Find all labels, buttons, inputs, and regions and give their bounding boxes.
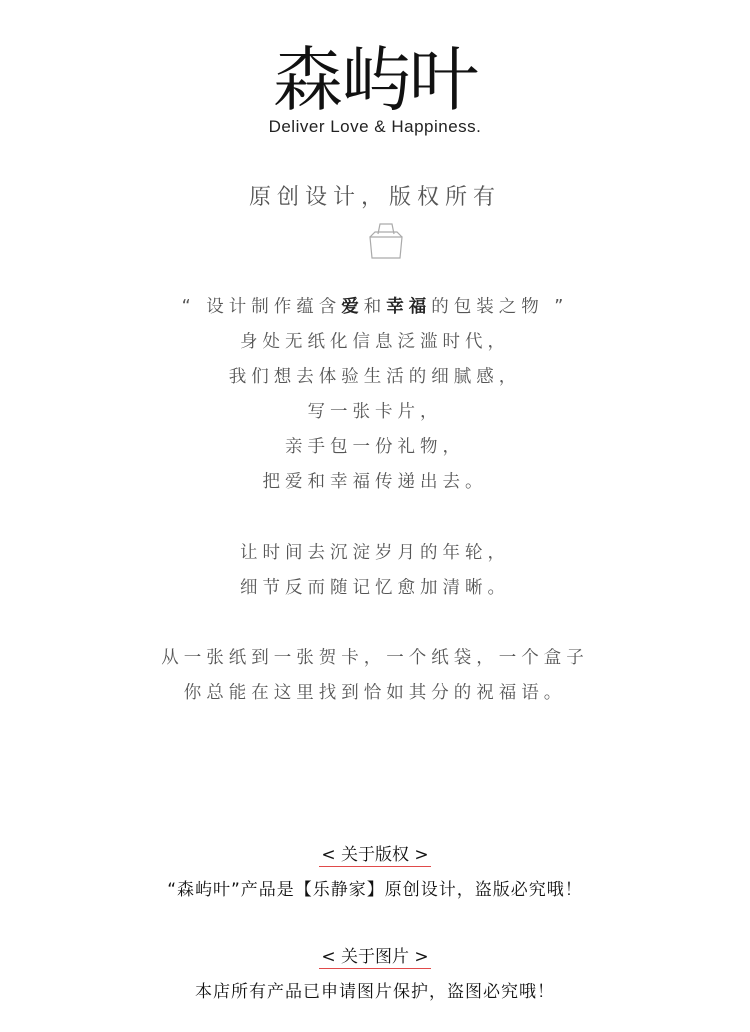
cards-line: 从一张纸到一张贺卡，一个纸袋，一个盒子 xyxy=(161,648,589,668)
intro-paragraph xyxy=(0,290,750,500)
section-title: 原创设计，版权所有 xyxy=(248,185,501,210)
copyright-heading: < 关于版权 > xyxy=(321,845,429,865)
brand-logo-text: 森屿叶 xyxy=(273,39,477,121)
intro-line: 我们想去体验生活的细腻感， xyxy=(228,367,522,387)
cards-paragraph xyxy=(0,641,750,711)
intro-line: 身处无纸化信息泛滥时代， xyxy=(240,332,510,352)
intro-line: 写一张卡片， xyxy=(307,402,443,422)
brand-tagline: Deliver Love & Happiness. xyxy=(268,117,482,136)
cards-line: 你总能在这里找到恰如其分的祝福语。 xyxy=(183,683,567,703)
time-line: 让时间去沉淀岁月的年轮， xyxy=(240,543,510,563)
brand-logo xyxy=(0,40,750,120)
images-heading: < 关于图片 > xyxy=(321,947,429,967)
intro-line: 亲手包一份礼物， xyxy=(285,437,465,457)
time-paragraph xyxy=(0,536,750,606)
copyright-text: “森屿叶”产品是【乐静家】原创设计，盗版必究哦！ xyxy=(167,880,583,900)
shopping-bag-icon xyxy=(367,220,405,260)
time-line: 细节反而随记忆愈加清晰。 xyxy=(240,578,510,598)
images-text: 本店所有产品已申请图片保护，盗图必究哦！ xyxy=(195,982,555,1002)
intro-line: 把爱和幸福传递出去。 xyxy=(262,472,488,492)
intro-line-1: “ 设计制作蕴含爱和幸福的包装之物 ” xyxy=(181,297,569,317)
